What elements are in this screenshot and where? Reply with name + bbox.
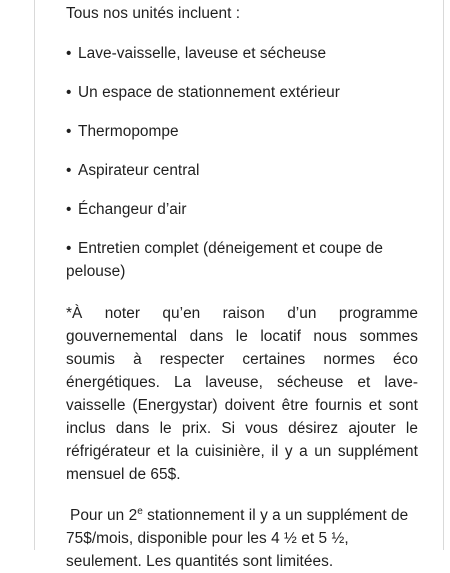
feature-list-item [66, 42, 426, 65]
parking-text-end: stationnement il y a un supplément de 75$/mois, disponible pour les 4 ½ et 5 ½, seulement. Les quantités sont limitées. [66, 507, 409, 570]
feature-list-item [66, 159, 426, 182]
bullet-icon: • [66, 84, 72, 101]
document-content [66, 2, 426, 573]
feature-label: Thermopompe [78, 123, 179, 140]
bullet-icon: • [66, 201, 72, 218]
bullet-icon: • [66, 123, 72, 140]
features-list [66, 42, 426, 283]
parking-paragraph [66, 504, 426, 573]
energy-note-paragraph: *À noter qu’en raison d’un programme gouvernemental dans le locatif nous sommes soumis à respecter certaines normes éco énergétiques. La laveuse, sécheuse et lave-vaisselle (Energystar) doivent être fournis et sont inclus dans le prix. Si vous désirez ajouter le réfrigérateur et la cuisinière, il y a un supplément mensuel de 65$. [66, 305, 418, 483]
bullet-icon: • [66, 162, 72, 179]
page-right-border [443, 0, 444, 550]
page-left-border [34, 0, 35, 550]
feature-label: Lave-vaisselle, laveuse et sécheuse [78, 45, 327, 62]
feature-label: Un espace de stationnement extérieur [78, 84, 340, 101]
bullet-icon: • [66, 240, 72, 257]
bullet-icon: • [66, 45, 72, 62]
feature-label: Échangeur d’air [78, 201, 187, 218]
feature-label: Entretien complet (déneigement et coupe de pelouse) [66, 240, 383, 280]
intro-text: Tous nos unités incluent : [66, 5, 241, 22]
feature-list-item [66, 198, 426, 221]
feature-label: Aspirateur central [78, 162, 200, 179]
ordinal-superscript: e [137, 506, 143, 517]
feature-list-item [66, 81, 426, 104]
feature-list-item [66, 120, 426, 143]
parking-text-start: Pour un 2 [70, 507, 138, 524]
feature-list-item [66, 237, 426, 283]
